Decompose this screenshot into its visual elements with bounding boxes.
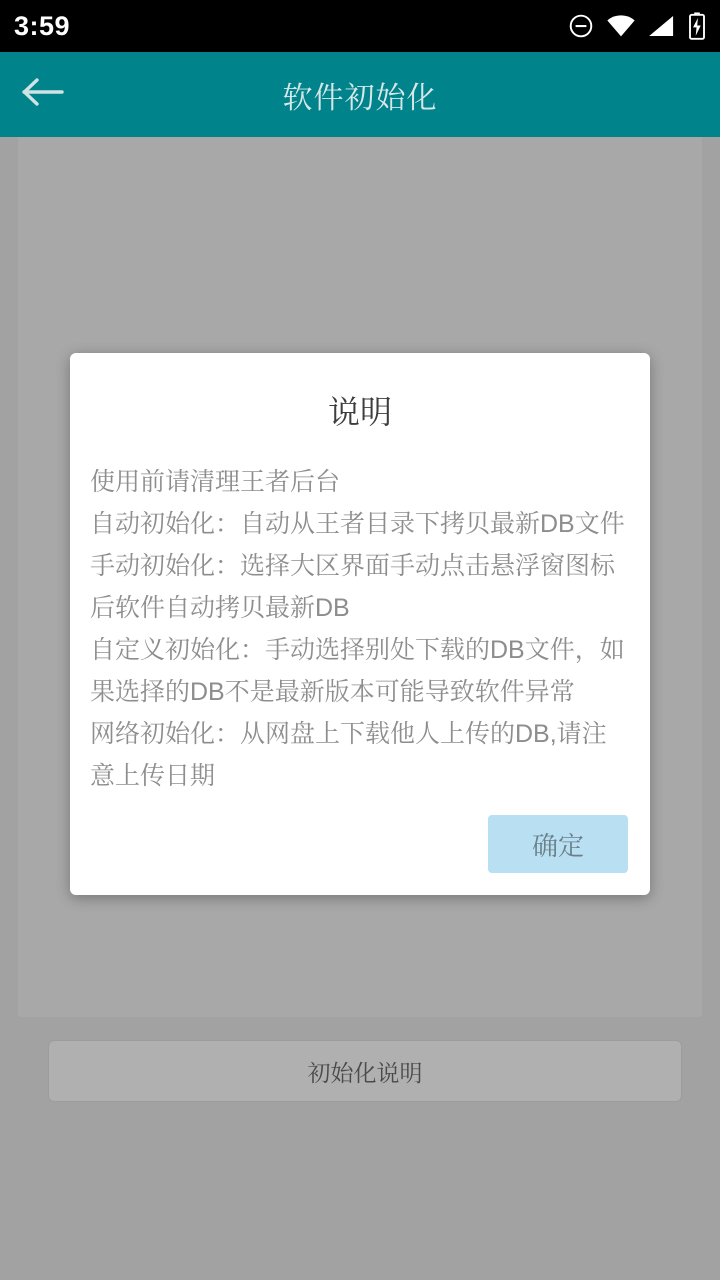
back-button[interactable] bbox=[0, 52, 86, 137]
dialog-title: 说明 bbox=[327, 394, 392, 430]
battery-charging-icon bbox=[688, 12, 706, 40]
status-bar-icons bbox=[568, 12, 706, 40]
signal-icon bbox=[648, 13, 676, 39]
confirm-button[interactable]: 确定 bbox=[488, 815, 628, 873]
dialog-line: 自定义初始化：手动选择别处下载的DB文件，如果选择的DB不是最新版本可能导致软件异常 bbox=[90, 636, 625, 706]
dialog-line: 自动初始化：自动从王者目录下拷贝最新DB文件 bbox=[90, 510, 625, 538]
dialog-actions bbox=[70, 797, 650, 873]
dialog-line: 使用前请清理王者后台 bbox=[90, 468, 341, 496]
dialog-message bbox=[70, 461, 650, 797]
do-not-disturb-icon bbox=[568, 13, 594, 39]
arrow-left-icon bbox=[21, 75, 65, 114]
dialog-line: 手动初始化：选择大区界面手动点击悬浮窗图标后软件自动拷贝最新DB bbox=[90, 552, 616, 622]
wifi-icon bbox=[606, 13, 636, 39]
page-title: 软件初始化 bbox=[282, 81, 438, 115]
app-bar bbox=[0, 52, 720, 137]
dialog-line: 网络初始化：从网盘上下载他人上传的DB,请注意上传日期 bbox=[90, 720, 607, 790]
status-bar-clock: 3:59 bbox=[14, 10, 71, 41]
status-bar bbox=[0, 0, 720, 52]
init-description-button[interactable]: 初始化说明 bbox=[48, 1040, 682, 1102]
explanation-dialog bbox=[70, 353, 650, 895]
